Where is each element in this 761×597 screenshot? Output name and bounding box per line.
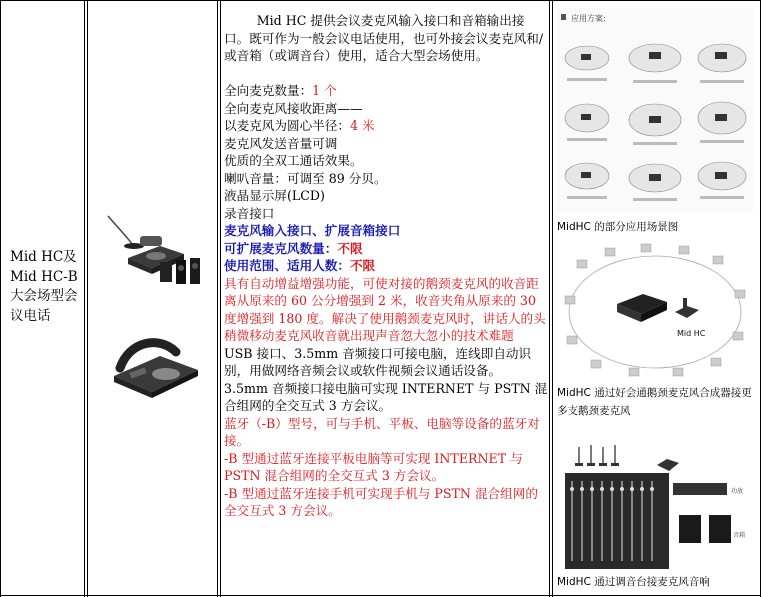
scenes-title: 应用方案:	[571, 14, 606, 23]
amp-label: 功放	[731, 488, 744, 495]
mic-count-line	[224, 82, 548, 100]
mic-range-label: 全向麦克风接收距离——	[224, 100, 363, 116]
mic-count-value: 1 个	[312, 83, 337, 98]
expand-label: 可扩展麦克风数量：	[224, 240, 338, 256]
table-border-bottom	[0, 595, 761, 596]
expand-line	[224, 240, 548, 258]
record-line: 录音接口	[224, 205, 275, 221]
duplex-line: 优质的全双工通话效果。	[224, 153, 363, 168]
col-divider-3b	[552, 0, 553, 597]
col-divider-2	[217, 0, 218, 597]
speaker-label: 音箱	[733, 532, 746, 539]
table-border-top	[0, 0, 761, 1]
mic-radius-line	[224, 117, 548, 135]
lcd-line: 液晶显示屏(LCD)	[224, 188, 325, 203]
mixer-diagram	[557, 443, 753, 571]
mic-radius-label: 以麦克风为圆心半径：	[224, 118, 350, 133]
col-divider-1b	[87, 0, 88, 597]
intro-text: Mid HC 提供会议麦克风输入接口和音箱输出接口。既可作为一般会议电话使用，也可外接会议麦克风和/或音箱（或调音台）使用，适合大型会场使用。	[224, 13, 544, 63]
scope-line	[224, 257, 548, 275]
mixer-caption: MidHC 通过调音台接麦克风音响	[557, 576, 710, 588]
mic-count-label: 全向麦克数量：	[224, 83, 313, 98]
product-photo	[100, 330, 210, 400]
scope-value: 不限	[349, 258, 376, 273]
col-divider-3	[549, 0, 550, 597]
usb-text: USB 接口、3.5mm 音频接口可接电脑，连线即自动识别，用做网络音频会议或软件视频会议通话设备。	[224, 345, 532, 378]
gooseneck-diagram	[557, 240, 753, 380]
speaker-line: 喇叭音量：可调至 89 分贝。	[224, 170, 387, 186]
col-divider-1	[84, 0, 85, 597]
pstn-text: 3.5mm 音频接口接电脑可实现 INTERNET 与 PSTN 混合组网的全交互式 3 方会议。	[224, 380, 548, 413]
volume-line: 麦克风发送音量可调	[224, 135, 338, 151]
model-name: Mid HC及 Mid HC-B 大会场型会议电话	[10, 249, 78, 324]
bluetooth-phone-text: -B 型通过蓝牙连接手机可实现手机与 PSTN 混合组网的全交互式 3 方会议。	[224, 485, 538, 518]
ports-feature: 麦克风输入接口、扩展音箱接口	[224, 223, 401, 238]
gooseneck-caption: MidHC 通过好会通鹅颈麦克风合成器接更多支鹅颈麦克风	[557, 387, 752, 417]
table-border-left	[0, 0, 1, 597]
scope-label: 使用范围、适用人数：	[224, 258, 350, 273]
mic-radius-value: 4 米	[349, 118, 375, 133]
col-divider-2b	[220, 0, 221, 597]
agc-text: 具有自动增益增强功能，可使对接的鹅颈麦克风的收音距离从原来的 60 公分增强到 2 米，收音夹角从原来的 30 度增强到 180 度。解决了使用鹅颈麦克风时，讲话人的头稍微移动麦克风收音就出现声音忽大忽小的技术难题	[224, 275, 546, 343]
application-scenes-diagram	[557, 8, 753, 213]
mid-hc-label: Mid HC	[677, 329, 706, 338]
bluetooth-text: 蓝牙（-B）型号，可与手机、平板、电脑等设备的蓝牙对接。	[224, 415, 540, 448]
bluetooth-tablet-text: -B 型通过蓝牙连接平板电脑等可实现 INTERNET 与 PSTN 混合组网的全交互式 3 方会议。	[224, 450, 523, 483]
product-photo-with-speakers	[100, 210, 210, 290]
scenes-caption: MidHC 的部分应用场景图	[557, 221, 679, 233]
description	[224, 12, 548, 520]
expand-value: 不限	[337, 240, 363, 256]
